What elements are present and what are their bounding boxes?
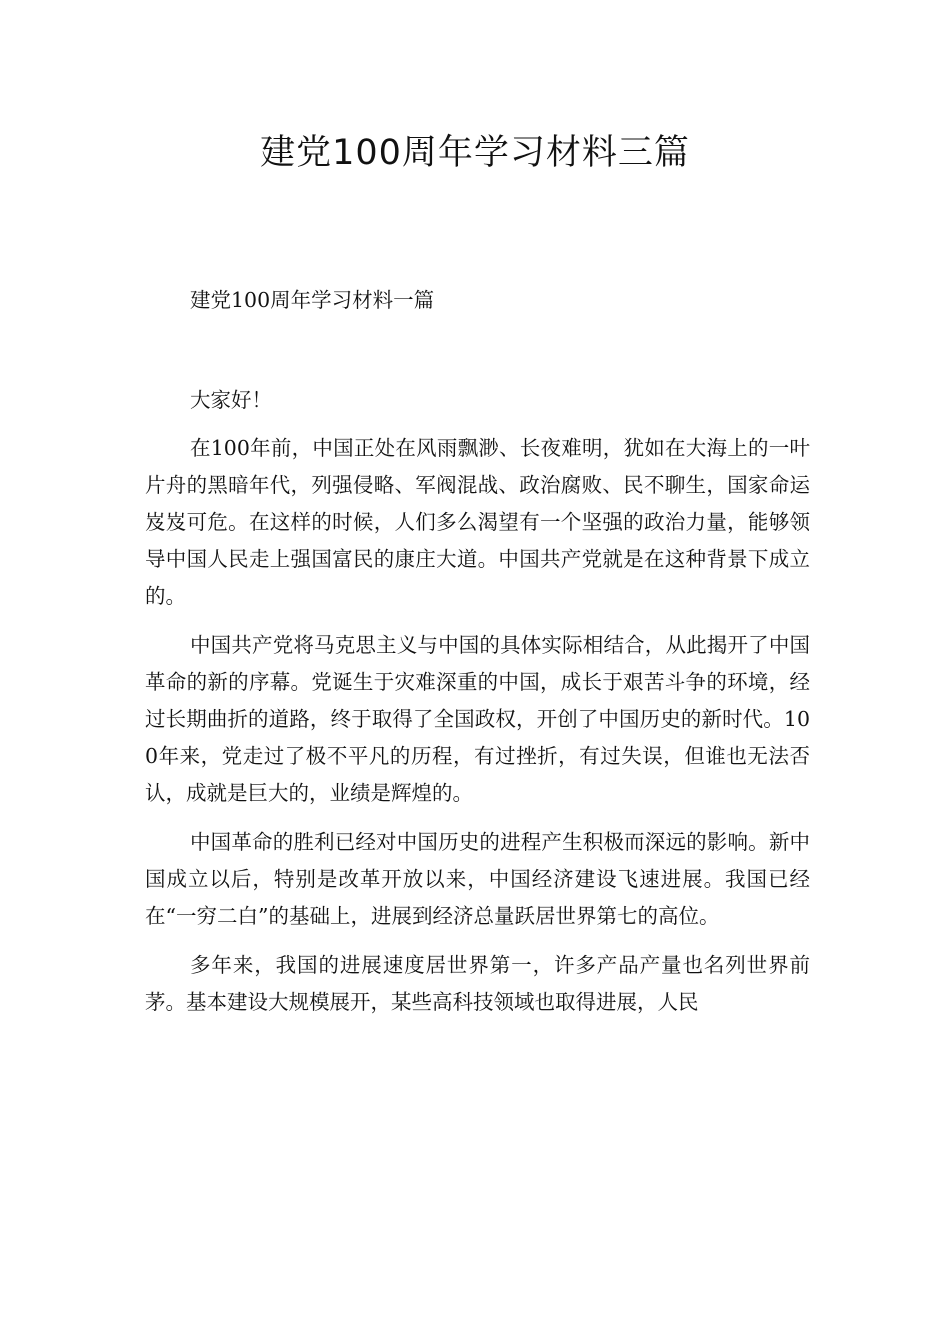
paragraph-1: 在100年前，中国正处在风雨飘渺、长夜难明，犹如在大海上的一叶片舟的黑暗年代，列强侵略、军阀混战、政治腐败、民不聊生，国家命运岌岌可危。在这样的时候，人们多么渴望有一个坚强的政治力量，能够领导中国人民走上强国富民的康庄大道。中国共产党就是在这种背景下成立的。	[145, 436, 810, 608]
paragraph-3: 中国革命的胜利已经对中国历史的进程产生积极而深远的影响。新中国成立以后，特别是改革开放以来，中国经济建设飞速进展。我国已经在“一穷二白”的基础上，进展到经济总量跃居世界第七的高位。	[145, 830, 810, 928]
greeting-text: 大家好！	[190, 388, 272, 412]
document-body	[145, 430, 810, 1033]
paragraph-2: 中国共产党将马克思主义与中国的具体实际相结合，从此揭开了中国革命的新的序幕。党诞生于灾难深重的中国，成长于艰苦斗争的环境，经过长期曲折的道路，终于取得了全国政权，开创了中国历史的新时代。100年来，党走过了极不平凡的历程，有过挫折，有过失误，但谁也无法否认，成就是巨大的，业绩是辉煌的。	[145, 633, 810, 805]
section-subtitle: 建党100周年学习材料一篇	[190, 288, 435, 312]
document-title: 建党100周年学习材料三篇	[260, 133, 690, 173]
paragraph-4: 多年来，我国的进展速度居世界第一，许多产品产量也名列世界前茅。基本建设大规模展开，某些高科技领域也取得进展，人民	[145, 953, 810, 1014]
